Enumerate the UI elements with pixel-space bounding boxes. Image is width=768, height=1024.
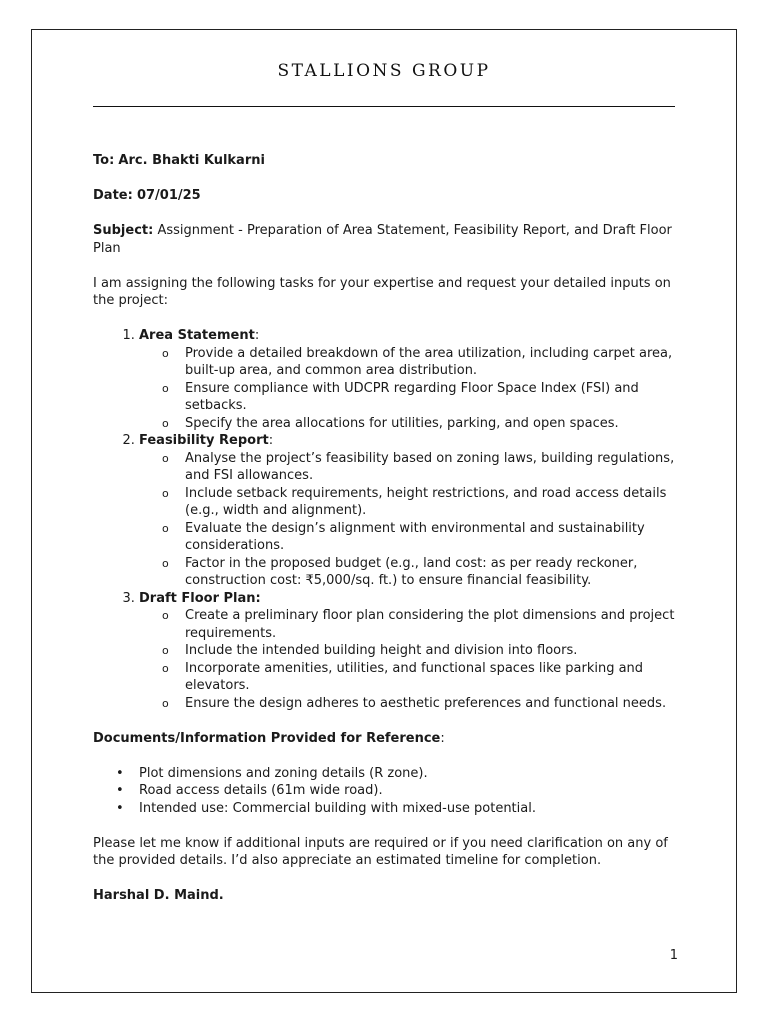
task-subitem: o Include setback requirements, height restrictions, and road access details (e.g., width and alignment). <box>185 485 683 520</box>
header-rule <box>93 106 675 107</box>
task-subitem: o Specify the area allocations for utilities, parking, and open spaces. <box>185 415 683 433</box>
document-item: • Plot dimensions and zoning details (R zone). <box>139 765 683 783</box>
task-list <box>93 327 683 712</box>
date-value: 07/01/25 <box>136 188 201 203</box>
task-subitems <box>139 345 683 433</box>
recipient-label: To: <box>93 153 115 168</box>
task-title: Draft Floor Plan: <box>139 590 261 606</box>
company-name: STALLIONS GROUP <box>277 61 491 81</box>
task-subitem: o Create a preliminary floor plan considering the plot dimensions and project requirements. <box>185 607 683 642</box>
task-subitems <box>139 607 683 712</box>
task-subitem: o Ensure the design adheres to aesthetic preferences and functional needs. <box>185 695 683 713</box>
signature: Harshal D. Maind. <box>93 888 224 903</box>
letter-body <box>93 152 683 922</box>
document-item: • Intended use: Commercial building with mixed-use potential. <box>139 800 683 818</box>
recipient-name: Arc. Bhakti Kulkarni <box>118 153 265 168</box>
documents-heading: Documents/Information Provided for Reference <box>93 730 441 746</box>
date-label: Date: <box>93 188 133 203</box>
page-number: 1 <box>669 948 678 963</box>
task-title: Area Statement <box>139 328 255 343</box>
task-subitems <box>139 450 683 590</box>
documents-heading-suffix: : <box>440 730 445 746</box>
task-subitem: o Factor in the proposed budget (e.g., land cost: as per ready reckoner, construction cost: ₹5,000/sq. ft.) to ensure financial feasibility. <box>185 555 683 590</box>
recipient-line <box>93 152 683 170</box>
task-subitem: o Analyse the project’s feasibility based on zoning laws, building regulations, and FSI allowances. <box>185 450 683 485</box>
task-item <box>139 590 683 713</box>
date-line <box>93 187 683 205</box>
task-item <box>139 432 683 590</box>
task-subitem: o Incorporate amenities, utilities, and functional spaces like parking and elevators. <box>185 660 683 695</box>
task-title-suffix: : <box>268 433 274 448</box>
documents-list <box>93 765 683 818</box>
closing-paragraph: Please let me know if additional inputs are required or if you need clarification on any of the provided details. I’d also appreciate an estimated timeline for completion. <box>93 835 668 868</box>
task-title-suffix: : <box>254 328 260 343</box>
subject-label: Subject: <box>93 223 154 238</box>
task-subitem: o Provide a detailed breakdown of the area utilization, including carpet area, built-up area, and common area distribution. <box>185 345 683 380</box>
subject-text: Assignment - Preparation of Area Statement, Feasibility Report, and Draft Floor Plan <box>93 223 672 256</box>
intro-paragraph: I am assigning the following tasks for your expertise and request your detailed inputs on the project: <box>93 275 671 308</box>
task-subitem: o Include the intended building height and division into floors. <box>185 642 683 660</box>
task-subitem: o Evaluate the design’s alignment with environmental and sustainability considerations. <box>185 520 683 555</box>
document-item: • Road access details (61m wide road). <box>139 782 683 800</box>
documents-heading-line <box>93 730 683 748</box>
task-item <box>139 327 683 432</box>
task-title: Feasibility Report <box>139 433 269 448</box>
subject-line <box>93 222 683 257</box>
task-subitem: o Ensure compliance with UDCPR regarding Floor Space Index (FSI) and setbacks. <box>185 380 683 415</box>
